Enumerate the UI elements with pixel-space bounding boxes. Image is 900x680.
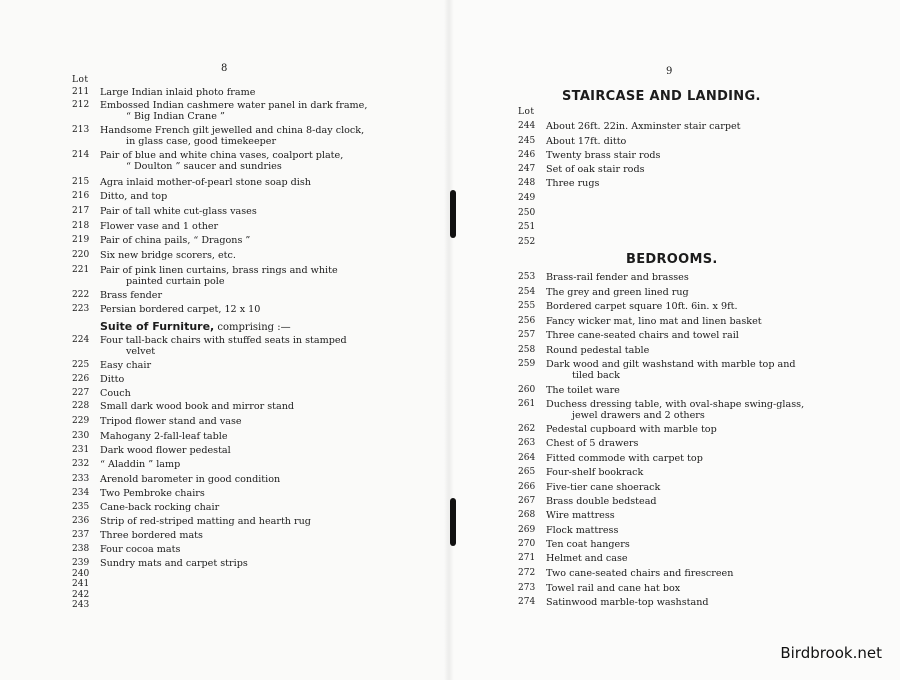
- lot-description-text: Ditto: [100, 374, 125, 385]
- lot-description-continuation: velvet: [126, 346, 156, 357]
- lot-number: 269: [518, 525, 536, 535]
- lot-description-text: About 26ft. 22in. Axminster stair carpet: [546, 121, 741, 132]
- lot-description: [546, 399, 804, 421]
- lot-description-continuation: tiled back: [572, 370, 620, 381]
- lot-number: 264: [518, 453, 536, 463]
- lot-number: 239: [72, 558, 90, 568]
- lot-description-text: Dark wood and gilt washstand with marble top and: [546, 359, 796, 370]
- lot-number: 229: [72, 416, 90, 426]
- lot-description-text: Chest of 5 drawers: [546, 438, 639, 449]
- lot-number: 262: [518, 424, 536, 434]
- lot-description-text: Mahogany 2-fall-leaf table: [100, 431, 228, 442]
- lot-number: 246: [518, 150, 536, 160]
- lot-number: 233: [72, 474, 90, 484]
- lot-number: 237: [72, 530, 90, 540]
- lot-description-text: The grey and green lined rug: [546, 287, 689, 298]
- lot-number: 249: [518, 193, 536, 203]
- lot-description: [100, 290, 162, 301]
- lot-number: 227: [72, 388, 90, 398]
- lot-number: 225: [72, 360, 90, 370]
- lot-description-text: Fancy wicker mat, lino mat and linen basket: [546, 316, 762, 327]
- lot-description-text: Pair of tall white cut-glass vases: [100, 206, 257, 217]
- lot-description-text: Sundry mats and carpet strips: [100, 558, 248, 569]
- lot-number: 221: [72, 265, 90, 275]
- watermark: Birdbrook.net: [780, 644, 882, 662]
- lot-description: [100, 431, 228, 442]
- lot-description-text: Five-tier cane shoerack: [546, 482, 661, 493]
- binding-thread: [450, 498, 456, 546]
- lot-number: 261: [518, 399, 536, 409]
- lot-description: [100, 304, 260, 315]
- section-heading-staircase: STAIRCASE AND LANDING.: [562, 89, 761, 104]
- lot-description-text: Duchess dressing table, with oval-shape swing-glass,: [546, 399, 805, 410]
- lot-description: [546, 525, 618, 536]
- lot-description: [100, 474, 280, 485]
- lot-number: 217: [72, 206, 90, 216]
- lot-description: [546, 597, 709, 608]
- lot-description: [100, 558, 248, 569]
- lot-description: [546, 385, 620, 396]
- lot-number: 219: [72, 235, 90, 245]
- lot-description-text: The toilet ware: [546, 385, 620, 396]
- binding-thread: [450, 190, 456, 238]
- lot-description: [100, 401, 294, 412]
- lot-description-text: Flower vase and 1 other: [100, 221, 219, 232]
- lot-number: 215: [72, 177, 90, 187]
- lot-description: [100, 388, 131, 399]
- lot-description-continuation: in glass case, good timekeeper: [126, 136, 277, 147]
- lot-number: 236: [72, 516, 90, 526]
- lot-number: 212: [72, 100, 90, 110]
- left-page: [0, 0, 448, 680]
- lot-description: [100, 488, 205, 499]
- lot-description: [100, 221, 218, 232]
- section-heading-bedrooms: BEDROOMS.: [626, 252, 718, 267]
- lot-description-text: “ Aladdin ” lamp: [100, 459, 181, 470]
- lot-number: 248: [518, 178, 536, 188]
- lot-description-text: Couch: [100, 388, 131, 399]
- lot-description-text: Two Pembroke chairs: [100, 488, 205, 499]
- lot-description: [546, 178, 599, 189]
- lot-description: [100, 445, 231, 456]
- lot-description: [100, 516, 311, 527]
- lot-description-text: Large Indian inlaid photo frame: [100, 87, 256, 98]
- lot-description: [546, 539, 630, 550]
- lot-number: 211: [72, 87, 90, 97]
- lot-description-text: Four-shelf bookrack: [546, 467, 644, 478]
- lot-description: [100, 191, 167, 202]
- lot-description: [546, 510, 615, 521]
- lot-description-text: Tripod flower stand and vase: [100, 416, 242, 427]
- lot-description: [100, 125, 364, 147]
- book-gutter: [444, 0, 454, 680]
- lot-number: 222: [72, 290, 90, 300]
- lot-number: 238: [72, 544, 90, 554]
- lot-number: 226: [72, 374, 90, 384]
- lot-description-text: Brass fender: [100, 290, 163, 301]
- lot-description: [100, 335, 347, 357]
- lot-description-continuation: jewel drawers and 2 others: [572, 410, 705, 421]
- lot-number: 218: [72, 221, 90, 231]
- lot-number: 245: [518, 136, 536, 146]
- lot-number: 272: [518, 568, 536, 578]
- lot-number: 260: [518, 385, 536, 395]
- lot-description-text: Twenty brass stair rods: [546, 150, 661, 161]
- lot-description: [546, 345, 649, 356]
- lot-description-text: Dark wood flower pedestal: [100, 445, 231, 456]
- lot-description: [546, 553, 628, 564]
- lot-description: [100, 206, 257, 217]
- lot-number: 240: [72, 569, 90, 579]
- lot-description-text: Satinwood marble-top washstand: [546, 597, 709, 608]
- suite-subtitle: comprising :—: [217, 322, 291, 333]
- lot-description: [100, 530, 203, 541]
- lot-number: 254: [518, 287, 536, 297]
- lot-number: 267: [518, 496, 536, 506]
- lot-number: 244: [518, 121, 536, 131]
- lot-description: [546, 568, 733, 579]
- lot-description-text: Bordered carpet square 10ft. 6in. x 9ft.: [546, 301, 738, 312]
- lot-number: 263: [518, 438, 536, 448]
- lot-number: 258: [518, 345, 536, 355]
- lot-number: 268: [518, 510, 536, 520]
- lot-description-text: Two cane-seated chairs and firescreen: [546, 568, 734, 579]
- lot-description: [100, 235, 250, 246]
- lot-number: 274: [518, 597, 536, 607]
- lot-description: [546, 164, 645, 175]
- lot-number: 265: [518, 467, 536, 477]
- lot-description: [100, 360, 151, 371]
- lot-description-text: Helmet and case: [546, 553, 628, 564]
- lot-number: 213: [72, 125, 90, 135]
- suite-heading: [100, 320, 291, 333]
- lot-description: [100, 502, 219, 513]
- lot-description: [546, 330, 739, 341]
- lot-number: 259: [518, 359, 536, 369]
- lot-description: [546, 316, 762, 327]
- lot-description-text: Brass-rail fender and brasses: [546, 272, 689, 283]
- lot-description-text: Brass double bedstead: [546, 496, 657, 507]
- lot-description: [546, 438, 638, 449]
- lot-number: 250: [518, 208, 536, 218]
- lot-description: [546, 424, 717, 435]
- suite-title: Suite of Furniture,: [100, 320, 215, 333]
- lot-column-header: Lot: [518, 107, 535, 117]
- lot-description-text: Fitted commode with carpet top: [546, 453, 703, 464]
- lot-number: 257: [518, 330, 536, 340]
- lot-description: [546, 150, 660, 161]
- lot-number: 255: [518, 301, 536, 311]
- lot-description-continuation: “ Big Indian Crane ”: [126, 111, 225, 122]
- lot-description: [100, 459, 180, 470]
- lot-number: 271: [518, 553, 536, 563]
- lot-number: 256: [518, 316, 536, 326]
- lot-description: [100, 416, 242, 427]
- lot-description-text: Cane-back rocking chair: [100, 502, 220, 513]
- lot-description-text: Three rugs: [546, 178, 600, 189]
- page-number: 8: [221, 63, 228, 74]
- lot-description-text: Handsome French gilt jewelled and china 8-day clock,: [100, 125, 365, 136]
- lot-description-continuation: “ Doulton ” saucer and sundries: [126, 161, 282, 172]
- right-page: [448, 0, 900, 680]
- lot-number: 266: [518, 482, 536, 492]
- lot-description-text: Embossed Indian cashmere water panel in dark frame,: [100, 100, 368, 111]
- lot-number: 247: [518, 164, 536, 174]
- lot-number: 232: [72, 459, 90, 469]
- lot-description-text: Ditto, and top: [100, 191, 168, 202]
- lot-description-text: Four tall-back chairs with stuffed seats in stamped: [100, 335, 347, 346]
- lot-number: 253: [518, 272, 536, 282]
- lot-description-text: Four cocoa mats: [100, 544, 181, 555]
- lot-description-text: Pedestal cupboard with marble top: [546, 424, 717, 435]
- lot-description-text: Pair of blue and white china vases, coalport plate,: [100, 150, 344, 161]
- lot-description-text: Persian bordered carpet, 12 x 10: [100, 304, 261, 315]
- lot-number: 241: [72, 579, 90, 589]
- lot-column-header: Lot: [72, 75, 89, 85]
- lot-description: [546, 583, 680, 594]
- lot-number: 230: [72, 431, 90, 441]
- lot-number: 235: [72, 502, 90, 512]
- lot-number: 223: [72, 304, 90, 314]
- lot-number: 270: [518, 539, 536, 549]
- lot-number: 216: [72, 191, 90, 201]
- lot-description-text: Pair of china pails, “ Dragons ”: [100, 235, 251, 246]
- lot-description: [546, 272, 689, 283]
- lot-description-text: Arenold barometer in good condition: [100, 474, 281, 485]
- lot-number: 242: [72, 590, 90, 600]
- lot-description: [100, 87, 255, 98]
- lot-number: 273: [518, 583, 536, 593]
- lot-description-continuation: painted curtain pole: [126, 276, 225, 287]
- lot-description-text: Ten coat hangers: [546, 539, 630, 550]
- lot-description: [546, 467, 643, 478]
- lot-description: [546, 453, 703, 464]
- lot-description-text: Strip of red-striped matting and hearth rug: [100, 516, 311, 527]
- lot-number: 224: [72, 335, 90, 345]
- lot-description-text: Flock mattress: [546, 525, 619, 536]
- lot-description: [546, 496, 657, 507]
- lot-description-text: Towel rail and cane hat box: [546, 583, 681, 594]
- lot-description: [546, 359, 796, 381]
- lot-number: 220: [72, 250, 90, 260]
- page-number: 9: [666, 66, 673, 77]
- lot-description: [546, 136, 626, 147]
- lot-description-text: Set of oak stair rods: [546, 164, 645, 175]
- lot-description-text: Six new bridge scorers, etc.: [100, 250, 236, 261]
- lot-description: [100, 100, 367, 122]
- lot-description: [100, 150, 343, 172]
- lot-description-text: Pair of pink linen curtains, brass rings and white: [100, 265, 338, 276]
- lot-description: [100, 374, 124, 385]
- lot-description-text: Easy chair: [100, 360, 152, 371]
- lot-description: [100, 250, 236, 261]
- lot-description: [100, 544, 180, 555]
- lot-description-text: Wire mattress: [546, 510, 615, 521]
- lot-number: 231: [72, 445, 90, 455]
- lot-description: [100, 177, 311, 188]
- lot-description: [100, 265, 338, 287]
- lot-number: 243: [72, 600, 90, 610]
- lot-description-text: Three cane-seated chairs and towel rail: [546, 330, 739, 341]
- lot-description-text: Small dark wood book and mirror stand: [100, 401, 295, 412]
- lot-description: [546, 301, 738, 312]
- lot-number: 252: [518, 237, 536, 247]
- lot-description-text: Agra inlaid mother-of-pearl stone soap dish: [100, 177, 311, 188]
- lot-number: 234: [72, 488, 90, 498]
- lot-description-text: Three bordered mats: [100, 530, 203, 541]
- lot-description-text: About 17ft. ditto: [546, 136, 627, 147]
- lot-description-text: Round pedestal table: [546, 345, 650, 356]
- lot-number: 228: [72, 401, 90, 411]
- lot-number: 214: [72, 150, 90, 160]
- lot-description: [546, 287, 689, 298]
- lot-number: 251: [518, 222, 536, 232]
- lot-description: [546, 482, 660, 493]
- lot-description: [546, 121, 741, 132]
